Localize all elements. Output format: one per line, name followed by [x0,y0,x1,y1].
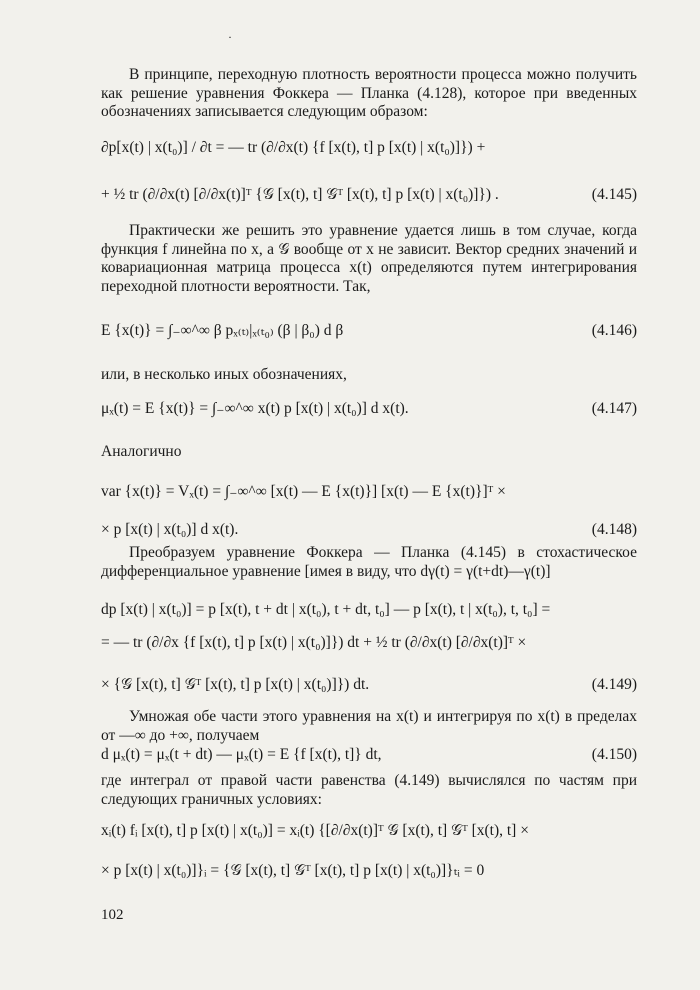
equation-4-145-line-1 [101,139,637,163]
equation-boundary-line-1 [101,822,637,846]
paragraph-3: или, в несколько иных обозначениях, [101,366,347,383]
equation-4-149-line-1 [101,601,637,625]
paragraph-2: Практически же решить это уравнение удается лишь в том случае, когда функция f линейна по x, а 𝒢 вообще от x не зависит. Вектор средних значений и ковариационная матрица процесса x(t) определяются путем интегрирования переходной плотности вероятности. Так, [101,222,637,295]
equation-4-145-line-2 [101,186,637,210]
paragraph-4: Аналогично [101,443,182,460]
equation-body: xᵢ(t) fᵢ [x(t), t] p [x(t) | x(t₀)] = xᵢ(t) {[∂/∂x(t)]ᵀ 𝒢 [x(t), t] 𝒢ᵀ [x(t), t] × [101,822,529,839]
equation-4-148-line-1 [101,483,637,507]
equation-body: d μₓ(t) = μₓ(t + dt) — μₓ(t) = E {f [x(t), t]} dt, [101,746,382,763]
equation-number: (4.149) [591,676,637,693]
equation-number: (4.147) [591,400,637,417]
paragraph-6: Умножая обе части этого уравнения на x(t) и интегрируя по x(t) в пределах от —∞ до +∞, получаем [101,708,637,744]
equation-4-150 [101,746,637,770]
equation-number: (4.148) [591,521,637,538]
equation-4-149-line-3 [101,676,637,700]
equation-boundary-line-2 [101,862,637,886]
paragraph-7: где интеграл от правой части равенства (4.149) вычислялся по частям при следующих граничных условиях: [101,772,637,808]
equation-4-146 [101,322,637,346]
equation-number: (4.150) [591,746,637,763]
equation-body: = — tr (∂/∂x {f [x(t), t] p [x(t) | x(t₀)]}) dt + ½ tr (∂/∂x(t) [∂/∂x(t)]ᵀ × [101,634,527,651]
equation-body: μₓ(t) = E {x(t)} = ∫₋∞^∞ x(t) p [x(t) | x(t₀)] d x(t). [101,400,409,417]
equation-body: × p [x(t) | x(t₀)] d x(t). [101,521,239,538]
equation-body: × p [x(t) | x(t₀)]}ᵢ = {𝒢 [x(t), t] 𝒢ᵀ [x(t), t] p [x(t) | x(t₀)]}ₜᵢ = 0 [101,862,485,879]
equation-number: (4.145) [591,186,637,203]
equation-body: dp [x(t) | x(t₀)] = p [x(t), t + dt | x(t₀), t + dt, t₀] — p [x(t), t | x(t₀), t, t₀] = [101,601,551,618]
page-number: 102 [101,907,124,923]
equation-number: (4.146) [591,322,637,339]
equation-4-148-line-2 [101,521,637,545]
equation-body: ∂p[x(t) | x(t₀)] / ∂t = — tr (∂/∂x(t) {f [x(t), t] p [x(t) | x(t₀)]}) + [101,139,486,156]
equation-body: × {𝒢 [x(t), t] 𝒢ᵀ [x(t), t] p [x(t) | x(t₀)]}) dt. [101,676,370,693]
equation-body: var {x(t)} = Vₓ(t) = ∫₋∞^∞ [x(t) — E {x(t)}] [x(t) — E {x(t)}]ᵀ × [101,483,506,500]
equation-4-149-line-2 [101,634,637,658]
paragraph-1: В принципе, переходную плотность вероятности процесса можно получить как решение уравнения Фоккера — Планка (4.128), которое при введенных обозначениях записывается следующим образом: [101,66,637,120]
equation-body: E {x(t)} = ∫₋∞^∞ β pₓ₍ₜ₎|ₓ₍ₜ₀₎ (β | β₀) d β [101,322,344,339]
equation-body: + ½ tr (∂/∂x(t) [∂/∂x(t)]ᵀ {𝒢 [x(t), t] 𝒢ᵀ [x(t), t] p [x(t) | x(t₀)]}) . [101,186,499,203]
paragraph-5: Преобразуем уравнение Фоккера — Планка (4.145) в стохастическое дифференциальное уравнение [имея в виду, что dγ(t) = γ(t+dt)—γ(t)] [101,544,637,580]
print-mark: · [228,30,232,44]
equation-4-147 [101,400,637,424]
